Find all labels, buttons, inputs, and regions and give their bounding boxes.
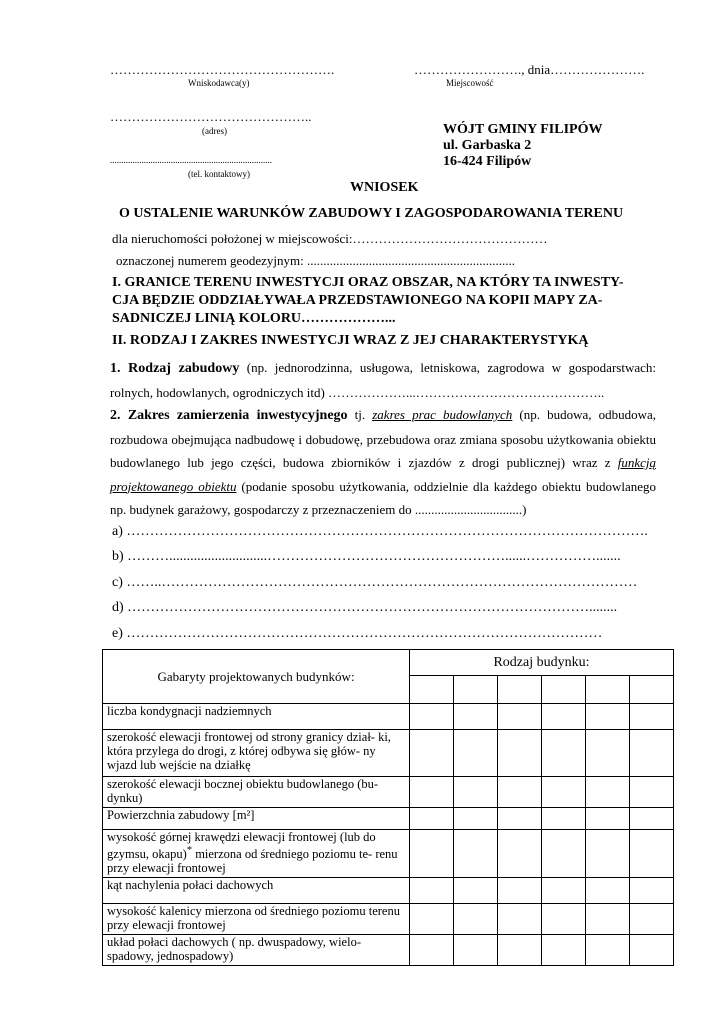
phone-caption: (tel. kontaktowy) (188, 169, 250, 179)
value-cell[interactable] (630, 730, 674, 777)
value-cell[interactable] (542, 904, 586, 935)
value-cell[interactable] (586, 730, 630, 777)
document-subtitle: O USTALENIE WARUNKÓW ZABUDOWY I ZAGOSPODAROWANIA TERENU (119, 206, 624, 221)
applicant-dots[interactable]: ……………………………………………. (110, 62, 335, 77)
type-cell[interactable] (410, 676, 454, 704)
value-cell[interactable] (498, 730, 542, 777)
value-cell[interactable] (586, 704, 630, 730)
value-cell[interactable] (454, 777, 498, 808)
type-cell[interactable] (630, 676, 674, 704)
table-header-label: Gabaryty projektowanych budynków: (103, 650, 410, 704)
address-caption: (adres) (202, 126, 227, 136)
value-cell[interactable] (410, 878, 454, 904)
location-line[interactable]: dla nieruchomości położonej w miejscowości:……………………………………… (112, 231, 548, 246)
value-cell[interactable] (542, 878, 586, 904)
item1-text: (np. jednorodzinna, usługowa, letniskowa, zagrodowa w gospodarstwach: rolnych, hodowlanych, ogrodniczych itd) ………………...…………………………………….. (110, 360, 656, 400)
row-ridge-height: wysokość kalenicy mierzona od średniego poziomu terenu przy elewacji frontowej (103, 904, 410, 935)
parcel-line[interactable]: oznaczonej numerem geodezyjnym: ................................................................ (116, 253, 515, 268)
type-cell[interactable] (542, 676, 586, 704)
row-front-height (103, 830, 410, 878)
value-cell[interactable] (586, 777, 630, 808)
place-caption: Miejscowość (446, 78, 494, 88)
value-cell[interactable] (498, 704, 542, 730)
value-cell[interactable] (586, 808, 630, 830)
line-d[interactable]: d) ………………………………………………………………………………………........ (112, 600, 618, 615)
value-cell[interactable] (410, 808, 454, 830)
value-cell[interactable] (410, 904, 454, 935)
value-cell[interactable] (454, 704, 498, 730)
item2-function: funkcją projektowanego obiektu (110, 455, 657, 494)
value-cell[interactable] (498, 808, 542, 830)
value-cell[interactable] (498, 830, 542, 878)
row-built-area: Powierzchnia zabudowy [m²] (103, 808, 410, 830)
value-cell[interactable] (410, 777, 454, 808)
value-cell[interactable] (498, 878, 542, 904)
address-dots[interactable]: ……………………………………….. (110, 109, 312, 124)
item2-label: 2. Zakres zamierzenia inwestycyjnego (110, 408, 348, 423)
value-cell[interactable] (498, 935, 542, 966)
row-side-width: szerokość elewacji bocznej obiektu budowlanego (bu- dynku) (103, 777, 410, 808)
place-date-dots[interactable]: ……………………., dnia…………………. (414, 62, 645, 77)
phone-dots[interactable]: ........................................................................ (110, 155, 272, 165)
section1-line2: CJA BĘDZIE ODDZIAŁYWAŁA PRZEDSTAWIONEGO NA KOPII MAPY ZA- (112, 293, 603, 308)
value-cell[interactable] (454, 730, 498, 777)
line-a[interactable]: a) …………………………………………………………………………………………………. (112, 524, 648, 539)
section2-heading: II. RODZAJ I ZAKRES INWESTYCJI WRAZ Z JEJ CHARAKTERYSTYKĄ (112, 333, 589, 348)
section1-line1: I. GRANICE TERENU INWESTYCJI ORAZ OBSZAR, NA KTÓRY TA INWESTY- (112, 275, 624, 290)
document-title: WNIOSEK (350, 180, 419, 195)
value-cell[interactable] (410, 730, 454, 777)
type-cell[interactable] (586, 676, 630, 704)
type-cell[interactable] (454, 676, 498, 704)
item2-text: (np. budowa, odbudowa, rozbudowa obejmująca nadbudowę i dobudowę, przebudowa oraz zmiana sposobu użytkowania obiektu budowlanego lub jego części, budowa zbiorników i zjazdów z drogi publicznej) wraz z (110, 407, 656, 470)
item2-tj: tj. (354, 407, 366, 422)
value-cell[interactable] (454, 878, 498, 904)
value-cell[interactable] (542, 935, 586, 966)
value-cell[interactable] (454, 808, 498, 830)
item2-paragraph (110, 403, 656, 522)
value-cell[interactable] (630, 704, 674, 730)
value-cell[interactable] (454, 904, 498, 935)
value-cell[interactable] (630, 777, 674, 808)
office-name: WÓJT GMINY FILIPÓW (443, 122, 603, 137)
value-cell[interactable] (630, 878, 674, 904)
row-floors: liczba kondygnacji nadziemnych (103, 704, 410, 730)
value-cell[interactable] (630, 935, 674, 966)
dimensions-table (102, 649, 674, 966)
row-front-height-text: wysokość górnej krawędzi elewacji frontowej (lub do gzymsu, okapu) (107, 830, 376, 862)
value-cell[interactable] (542, 730, 586, 777)
value-cell[interactable] (542, 777, 586, 808)
value-cell[interactable] (630, 904, 674, 935)
line-e[interactable]: e) ………………………………………………………………………………………… (112, 626, 603, 641)
table-header-type: Rodzaj budynku: (410, 650, 674, 676)
value-cell[interactable] (498, 777, 542, 808)
value-cell[interactable] (410, 935, 454, 966)
row-front-height-rest: mierzona od średniego poziomu te- renu przy elewacji frontowej (107, 847, 398, 876)
item2-scope: zakres prac budowlanych (372, 407, 513, 422)
item2-text2: (podanie sposobu użytkowania, oddzielnie dla każdego obiektu budowlanego np. budynek garażowy, gospodarczy z przeznaczeniem do .................................) (110, 478, 656, 517)
section1-line3: SADNICZEJ LINIĄ KOLORU………………... (112, 311, 396, 326)
line-c[interactable]: c) ……..………………………………………………………………………………………… (112, 575, 638, 590)
type-cell[interactable] (498, 676, 542, 704)
line-b[interactable]: b) ………............................……………………………………………......……………....... (112, 549, 621, 564)
item1-paragraph (110, 356, 656, 404)
item1-label: 1. Rodzaj zabudowy (110, 361, 240, 376)
value-cell[interactable] (498, 904, 542, 935)
value-cell[interactable] (410, 830, 454, 878)
office-city: 16-424 Filipów (443, 154, 532, 169)
value-cell[interactable] (542, 830, 586, 878)
value-cell[interactable] (630, 808, 674, 830)
office-street: ul. Garbaska 2 (443, 138, 532, 153)
value-cell[interactable] (586, 904, 630, 935)
row-roof-layout: układ połaci dachowych ( np. dwuspadowy, wielo- spadowy, jednospadowy) (103, 935, 410, 966)
applicant-caption: Wniskodawca(y) (188, 78, 250, 88)
value-cell[interactable] (454, 935, 498, 966)
footnote-mark: * (186, 845, 193, 856)
value-cell[interactable] (542, 808, 586, 830)
value-cell[interactable] (586, 935, 630, 966)
value-cell[interactable] (542, 704, 586, 730)
value-cell[interactable] (454, 830, 498, 878)
value-cell[interactable] (586, 878, 630, 904)
value-cell[interactable] (586, 830, 630, 878)
value-cell[interactable] (630, 830, 674, 878)
value-cell[interactable] (410, 704, 454, 730)
row-roof-angle: kąt nachylenia połaci dachowych (103, 878, 410, 904)
row-front-width: szerokość elewacji frontowej od strony granicy dział- ki, która przylega do drogi, z której odbywa się głów- ny wjazd lub wejście na działkę (103, 730, 410, 777)
